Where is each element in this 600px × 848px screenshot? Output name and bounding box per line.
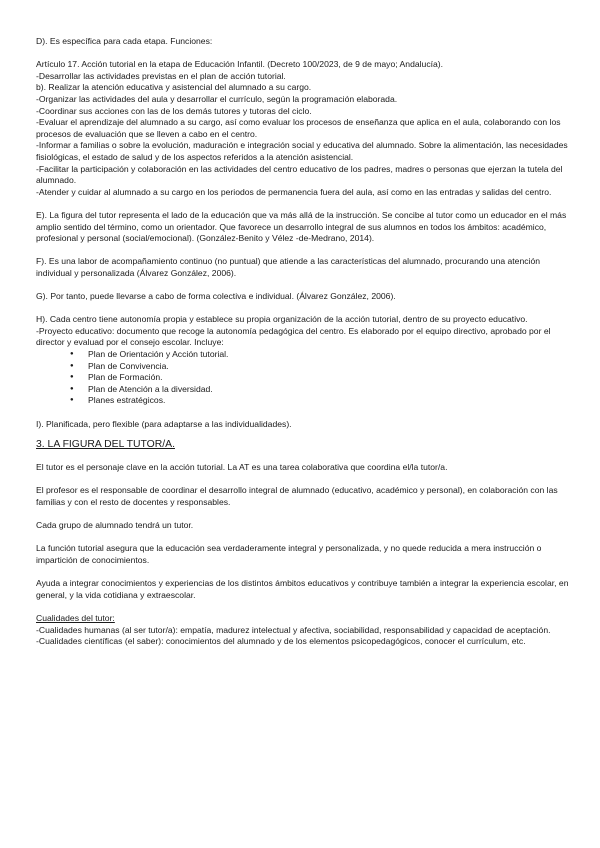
paragraph: -Facilitar la participación y colaboración en las actividades del centro educativo de los padres, madres o personas que ejerzan la tutela del alumnado. (36, 163, 563, 186)
spacer (36, 245, 570, 257)
list-item: ● Plan de Orientación y Acción tutorial. (88, 349, 570, 361)
paragraph: La función tutorial asegura que la educación sea verdaderamente integral y personalizada, y no quede reducida a mera instrucción o impartición de conocimientos. (36, 543, 542, 565)
spacer (36, 48, 570, 60)
paragraph: -Atender y cuidar al alumnado a su cargo en los periodos de permanencia fuera del aula, así como en las entradas y salidas del centro. (36, 186, 552, 197)
spacer (36, 532, 570, 544)
spacer (36, 567, 570, 579)
paragraph: Ayuda a integrar conocimientos y experiencias de los distintos ámbitos educativos y contribuye también a integrar la experiencia escolar, en general, y la vida cotidiana y extraescolar. (36, 578, 569, 600)
paragraph: -Coordinar sus acciones con las de los demás tutores y tutoras del ciclo. (36, 105, 312, 116)
spacer (36, 474, 570, 486)
spacer (36, 198, 570, 210)
paragraph: E). La figura del tutor representa el lado de la educación que va más allá de la instrucción. Se concibe al tutor como un educador en el más amplio sentido del término, como un orientador. Que favorece un desarrollo integral de sus alumnos en todos los ámbitos: académico, profesional y personal (social/emocional). (González-Benito y Vélez -de-Medrano, 2014). (36, 209, 567, 244)
spacer (36, 430, 570, 436)
paragraph: -Evaluar el aprendizaje del alumnado a su cargo, así como evaluar los procesos de enseñanza que aplica en el aula, colaborando con los procesos de evaluación que se lleven a cabo en el centro. (36, 117, 561, 139)
spacer (36, 303, 570, 315)
paragraph: -Cualidades científicas (el saber): conocimientos del alumnado y de los elementos psicopedagógicos, conocer el currículum, etc. (36, 636, 526, 647)
spacer (36, 407, 570, 419)
paragraph: Cada grupo de alumnado tendrá un tutor. (36, 520, 194, 531)
paragraph: G). Por tanto, puede llevarse a cabo de forma colectiva e individual. (Álvarez González, 2006). (36, 291, 396, 302)
list-item: ● Plan de Convivencia. (88, 361, 570, 373)
list-item: ● Planes estratégicos. (88, 395, 570, 407)
paragraph: -Desarrollar las actividades previstas en el plan de acción tutorial. (36, 70, 286, 81)
paragraph: -Organizar las actividades del aula y desarrollar el currículo, según la programación elaborada. (36, 93, 398, 104)
paragraph: H). Cada centro tiene autonomía propia y establece su propia organización de la acción tutorial, dentro de su proyecto educativo. (36, 314, 528, 325)
list-item: ● Plan de Atención a la diversidad. (88, 384, 570, 396)
bullet-list (36, 349, 570, 407)
paragraph: El tutor es el personaje clave en la acción tutorial. La AT es una tarea colaborativa que coordina el/la tutor/a. (36, 462, 448, 473)
list-item: ● Plan de Formación. (88, 372, 570, 384)
paragraph: -Informar a familias o sobre la evolución, maduración e integración social y educativa del alumnado. Sobre la alimentación, las necesidades fisiológicas, el estado de salud y de los aspectos referidos a la atención asistencial. (36, 140, 568, 162)
paragraph: -Cualidades humanas (al ser tutor/a): empatía, madurez intelectual y afectiva, sociabilidad, responsabilidad y capacidad de aceptación. (36, 624, 551, 635)
paragraph: D). Es específica para cada etapa. Funciones: (36, 36, 213, 46)
section-heading: 3. LA FIGURA DEL TUTOR/A. (36, 439, 175, 451)
paragraph: F). Es una labor de acompañamiento continuo (no puntual) que atiende a las características del alumnado, procurando una atención individual y personalizada (Álvarez González, 2006). (36, 256, 541, 278)
paragraph: -Proyecto educativo: documento que recoge la autonomía pedagógica del centro. Es elaborado por el equipo directivo, aprobado por el director y evaluad por el consejo escolar. Incluye: (36, 325, 551, 348)
spacer (36, 279, 570, 291)
subheading: Cualidades del tutor: (36, 612, 115, 623)
paragraph: b). Realizar la atención educativa y asistencial del alumnado a su cargo. (36, 82, 312, 93)
paragraph: I). Planificada, pero flexible (para adaptarse a las individualidades). (36, 418, 292, 429)
spacer (36, 601, 570, 613)
paragraph: El profesor es el responsable de coordinar el desarrollo integral de alumnado (educativo, académico y personal), en colaboración con las familias y con el resto de docentes y responsables. (36, 485, 558, 507)
spacer (36, 509, 570, 521)
paragraph: Artículo 17. Acción tutorial en la etapa de Educación Infantil. (Decreto 100/2023, de 9 de mayo; Andalucía). (36, 59, 444, 70)
